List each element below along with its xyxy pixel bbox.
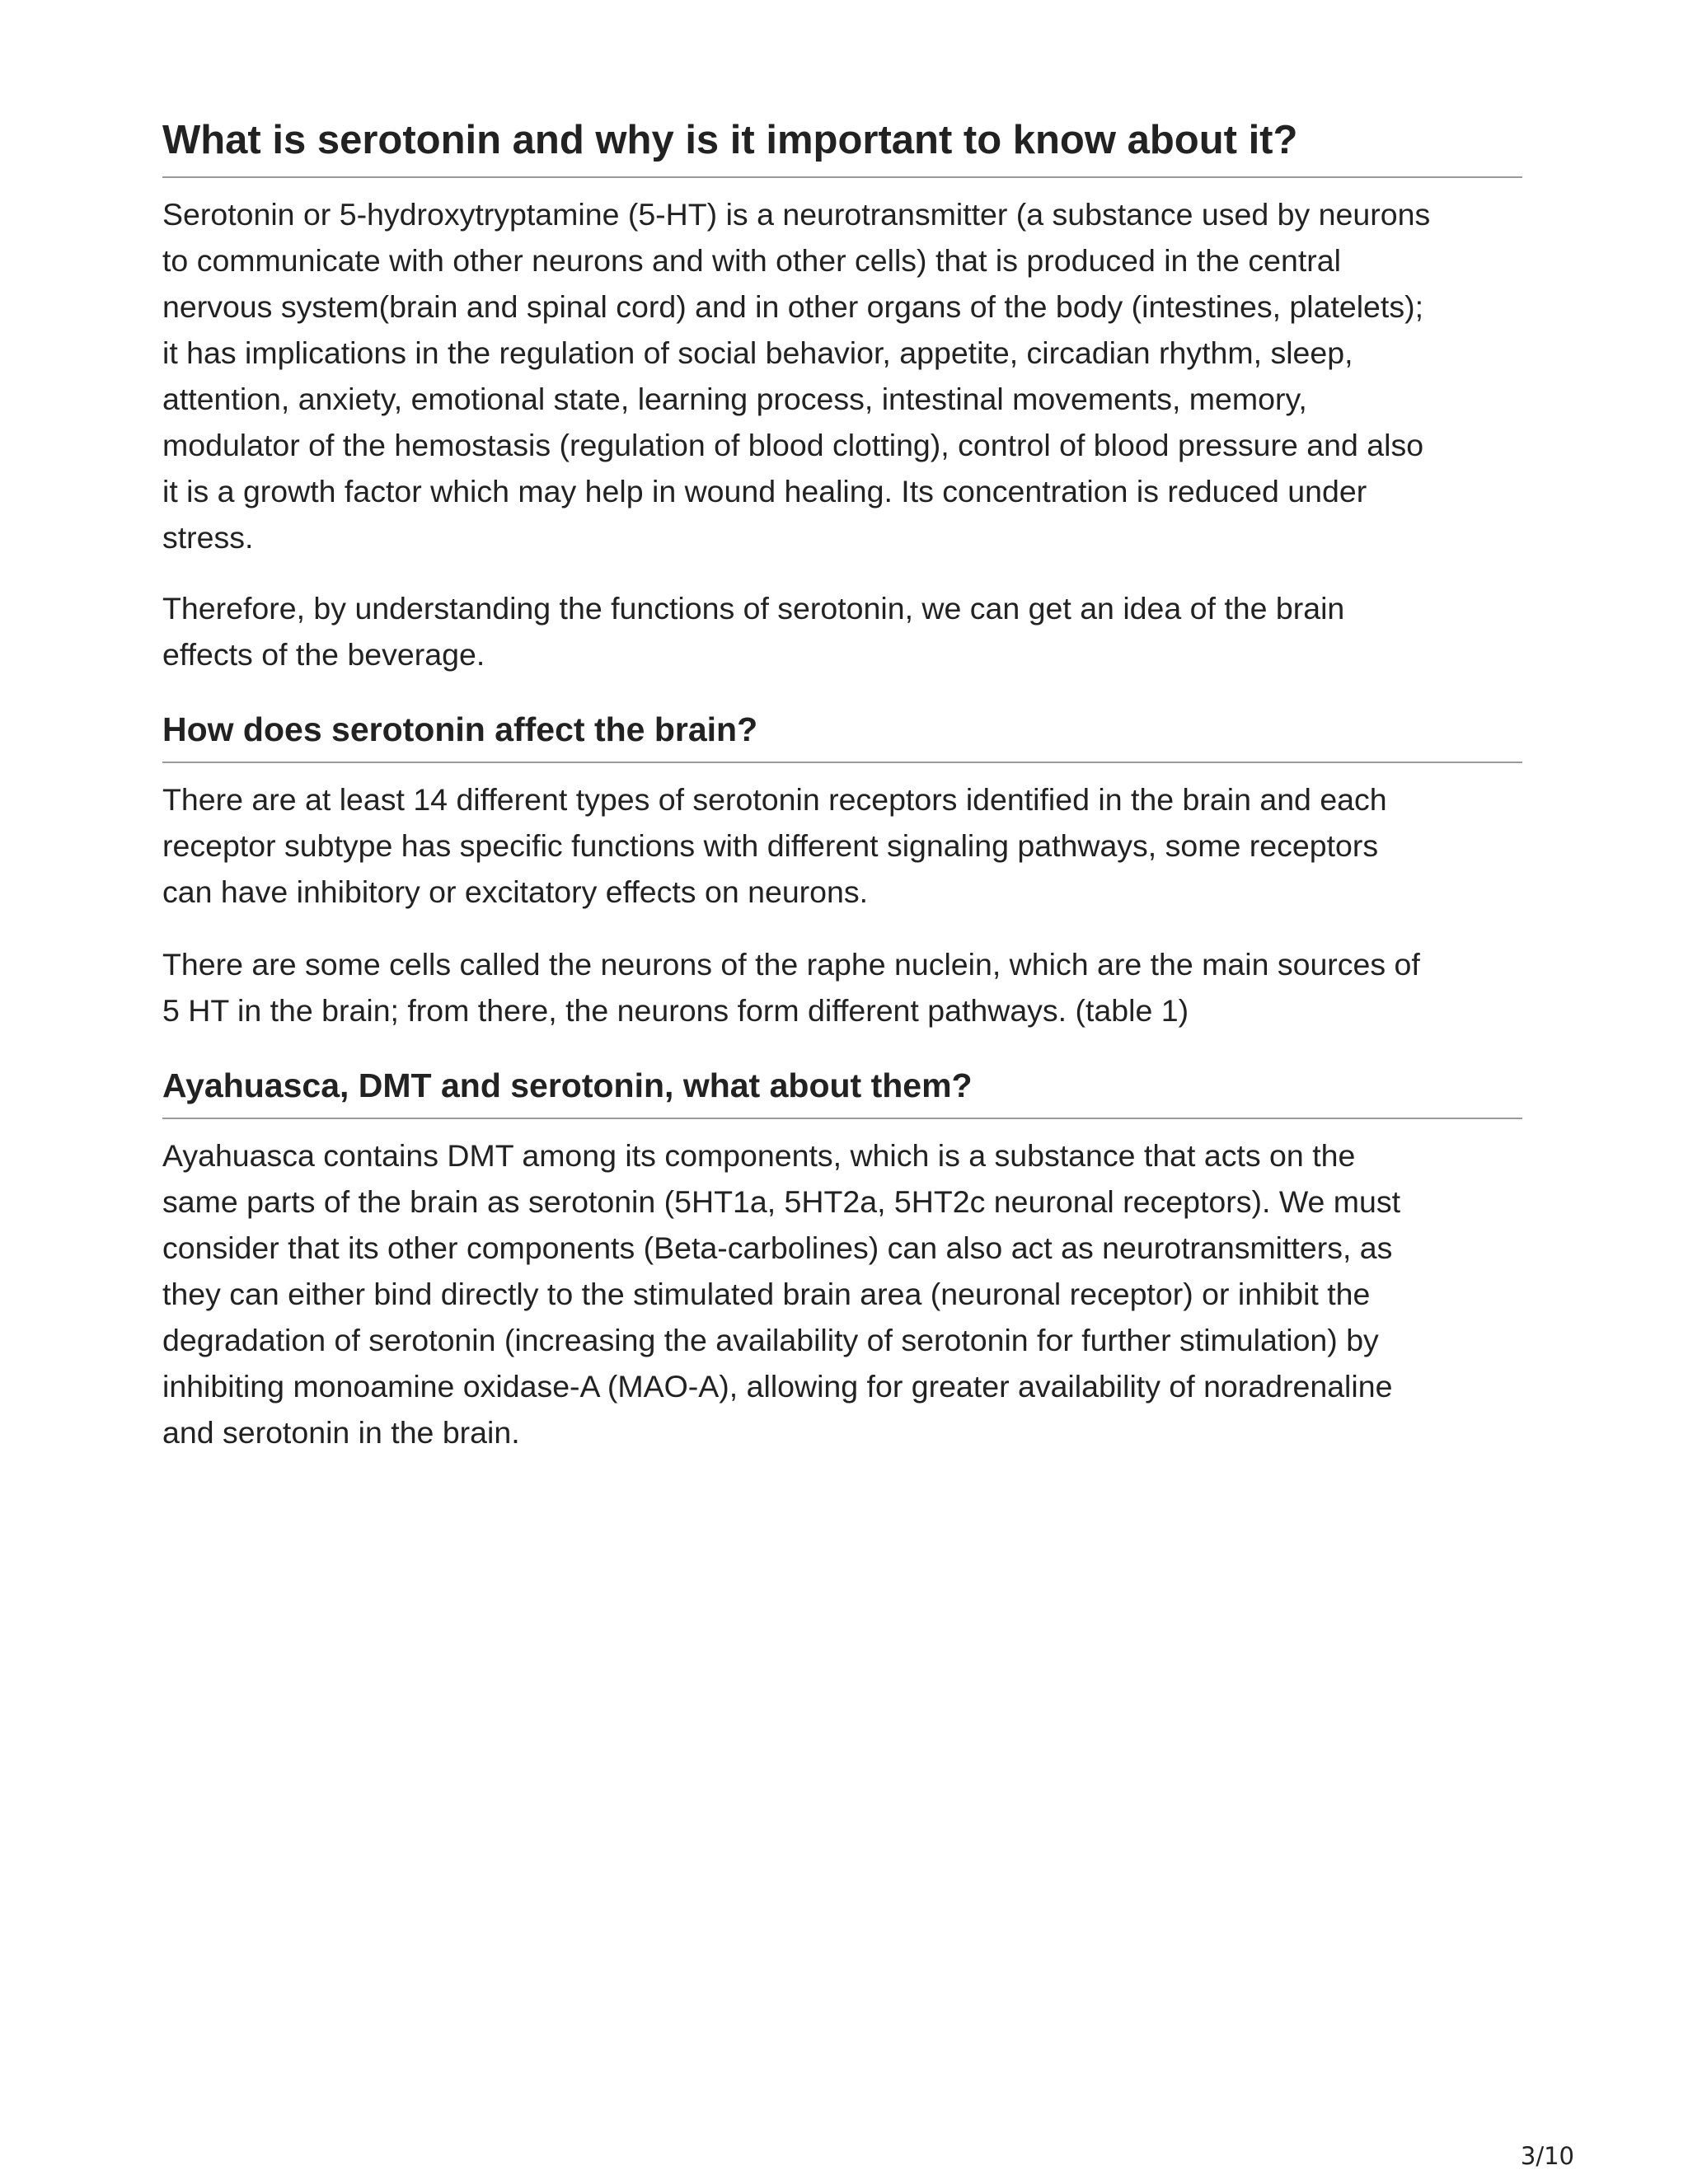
section-what-is-serotonin (162, 114, 1522, 677)
paragraph: Therefore, by understanding the functions of serotonin, we can get an idea of the brain effects of the beverage. (162, 591, 1345, 672)
article-body (162, 114, 1522, 1455)
section-ayahuasca-dmt-serotonin (162, 1063, 1522, 1455)
section-heading: Ayahuasca, DMT and serotonin, what about them? (162, 1063, 1522, 1119)
paragraph: Serotonin or 5-hydroxytryptamine (5-HT) is a neurotransmitter (a substance used by neurons to communicate with other neurons and with other cells) that is produced in the central nervous system(brain and spinal cord) and in other organs of the body (intestines, platelets); it has implications in the regulation of social behavior, appetite, circadian rhythm, sleep, attention, anxiety, emotional state, learning process, intestinal movements, memory, modulator of the hemostasis (regulation of blood clotting), control of blood pressure and also it is a growth factor which may help in wound healing. Its concentration is reduced under stress. (162, 197, 1431, 555)
section-how-serotonin-affects-brain (162, 707, 1522, 1033)
paragraph: There are at least 14 different types of serotonin receptors identified in the brain and each receptor subtype has specific functions with different signaling pathways, some receptors can have inhibitory or excitatory effects on neurons. (162, 782, 1387, 909)
paragraph: Ayahuasca contains DMT among its components, which is a substance that acts on the same parts of the brain as serotonin (5HT1a, 5HT2a, 5HT2c neuronal receptors). We must consider that its other components (Beta-carbolines) can also act as neurotransmitters, as they can either bind directly to the stimulated brain area (neuronal receptor) or inhibit the degradation of serotonin (increasing the availability of serotonin for further stimulation) by inhibiting monoamine oxidase-A (MAO-A), allowing for greater availability of noradrenaline and serotonin in the brain. (162, 1138, 1401, 1450)
paragraph: There are some cells called the neurons of the raphe nuclein, which are the main sources of 5 HT in the brain; from there, the neurons form different pathways. (table 1) (162, 947, 1420, 1028)
page-number: 3/10 (1520, 2142, 1574, 2170)
section-heading: How does serotonin affect the brain? (162, 707, 1522, 763)
section-heading: What is serotonin and why is it important to know about it? (162, 114, 1522, 178)
